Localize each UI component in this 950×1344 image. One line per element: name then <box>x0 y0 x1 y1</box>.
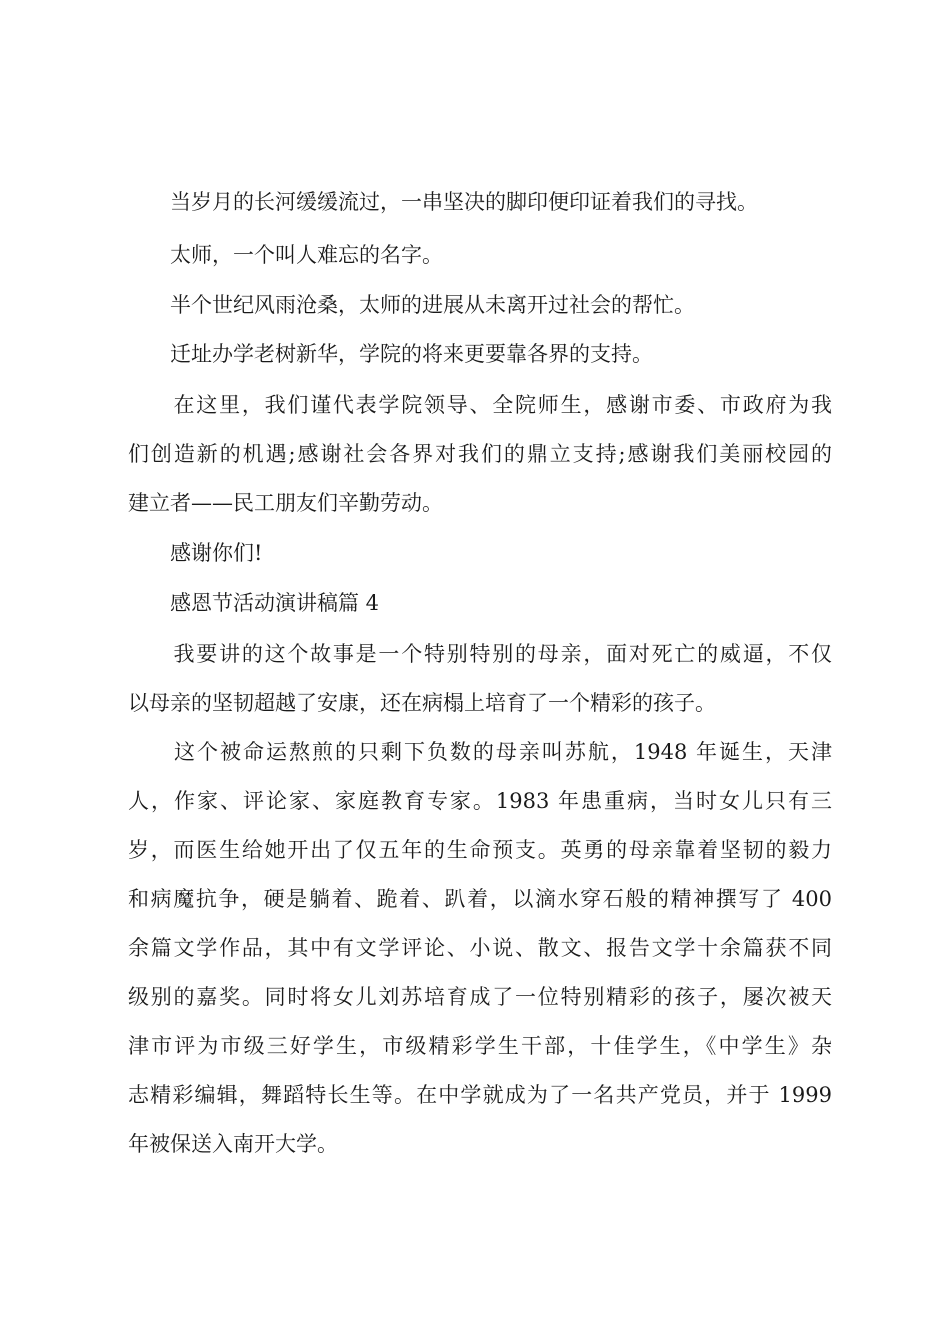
paragraph-line: 级别的嘉奖。同时将女儿刘苏培育成了一位特别精彩的孩子，屡次被天 <box>128 985 832 1009</box>
paragraph-line: 建立者——民工朋友们辛勤劳动。 <box>128 491 443 515</box>
paragraph-line: 们创造新的机遇;感谢社会各界对我们的鼎立支持;感谢我们美丽校园的 <box>128 442 832 466</box>
paragraph-line: 以母亲的坚韧超越了安康，还在病榻上培育了一个精彩的孩子。 <box>128 691 716 715</box>
paragraph-line: 这个被命运熬煎的只剩下负数的母亲叫苏航，1948 年诞生，天津 <box>128 740 832 764</box>
paragraph-line: 半个世纪风雨沧桑，太师的进展从未离开过社会的帮忙。 <box>128 293 695 317</box>
paragraph-4 <box>128 330 832 379</box>
paragraph-line: 和病魔抗争，硬是躺着、跪着、趴着，以滴水穿石般的精神撰写了 400 <box>128 887 832 911</box>
paragraph-line: 余篇文学作品，其中有文学评论、小说、散文、报告文学十余篇获不同 <box>128 936 832 960</box>
paragraph-line: 我要讲的这个故事是一个特别特别的母亲，面对死亡的威逼，不仅 <box>128 642 832 666</box>
paragraph-line: 岁，而医生给她开出了仅五年的生命预支。英勇的母亲靠着坚韧的毅力 <box>128 838 832 862</box>
paragraph-5 <box>128 381 832 528</box>
paragraph-line: 感谢你们! <box>128 541 263 565</box>
paragraph-6 <box>128 529 832 578</box>
paragraph-line: 当岁月的长河缓缓流过，一串坚决的脚印便印证着我们的寻找。 <box>128 190 758 214</box>
paragraph-line: 志精彩编辑，舞蹈特长生等。在中学就成为了一名共产党员，并于 1999 <box>128 1083 832 1107</box>
paragraph-line: 津市评为市级三好学生，市级精彩学生干部，十佳学生，《中学生》杂 <box>128 1034 832 1058</box>
paragraph-line: 年被保送入南开大学。 <box>128 1132 338 1156</box>
paragraph-line: 太师，一个叫人难忘的名字。 <box>128 243 443 267</box>
section-heading-text: 感恩节活动演讲稿篇 4 <box>128 591 380 615</box>
paragraph-3 <box>128 281 832 330</box>
section-heading <box>128 579 832 628</box>
paragraph-line: 人，作家、评论家、家庭教育专家。1983 年患重病，当时女儿只有三 <box>128 789 832 813</box>
paragraph-line: 迁址办学老树新华，学院的将来更要靠各界的支持。 <box>128 342 653 366</box>
paragraph-line: 在这里，我们谨代表学院领导、全院师生，感谢市委、市政府为我 <box>128 393 832 417</box>
paragraph-1 <box>128 178 832 227</box>
paragraph-2 <box>128 231 832 280</box>
paragraph-8 <box>128 630 832 728</box>
paragraph-9 <box>128 728 832 1169</box>
